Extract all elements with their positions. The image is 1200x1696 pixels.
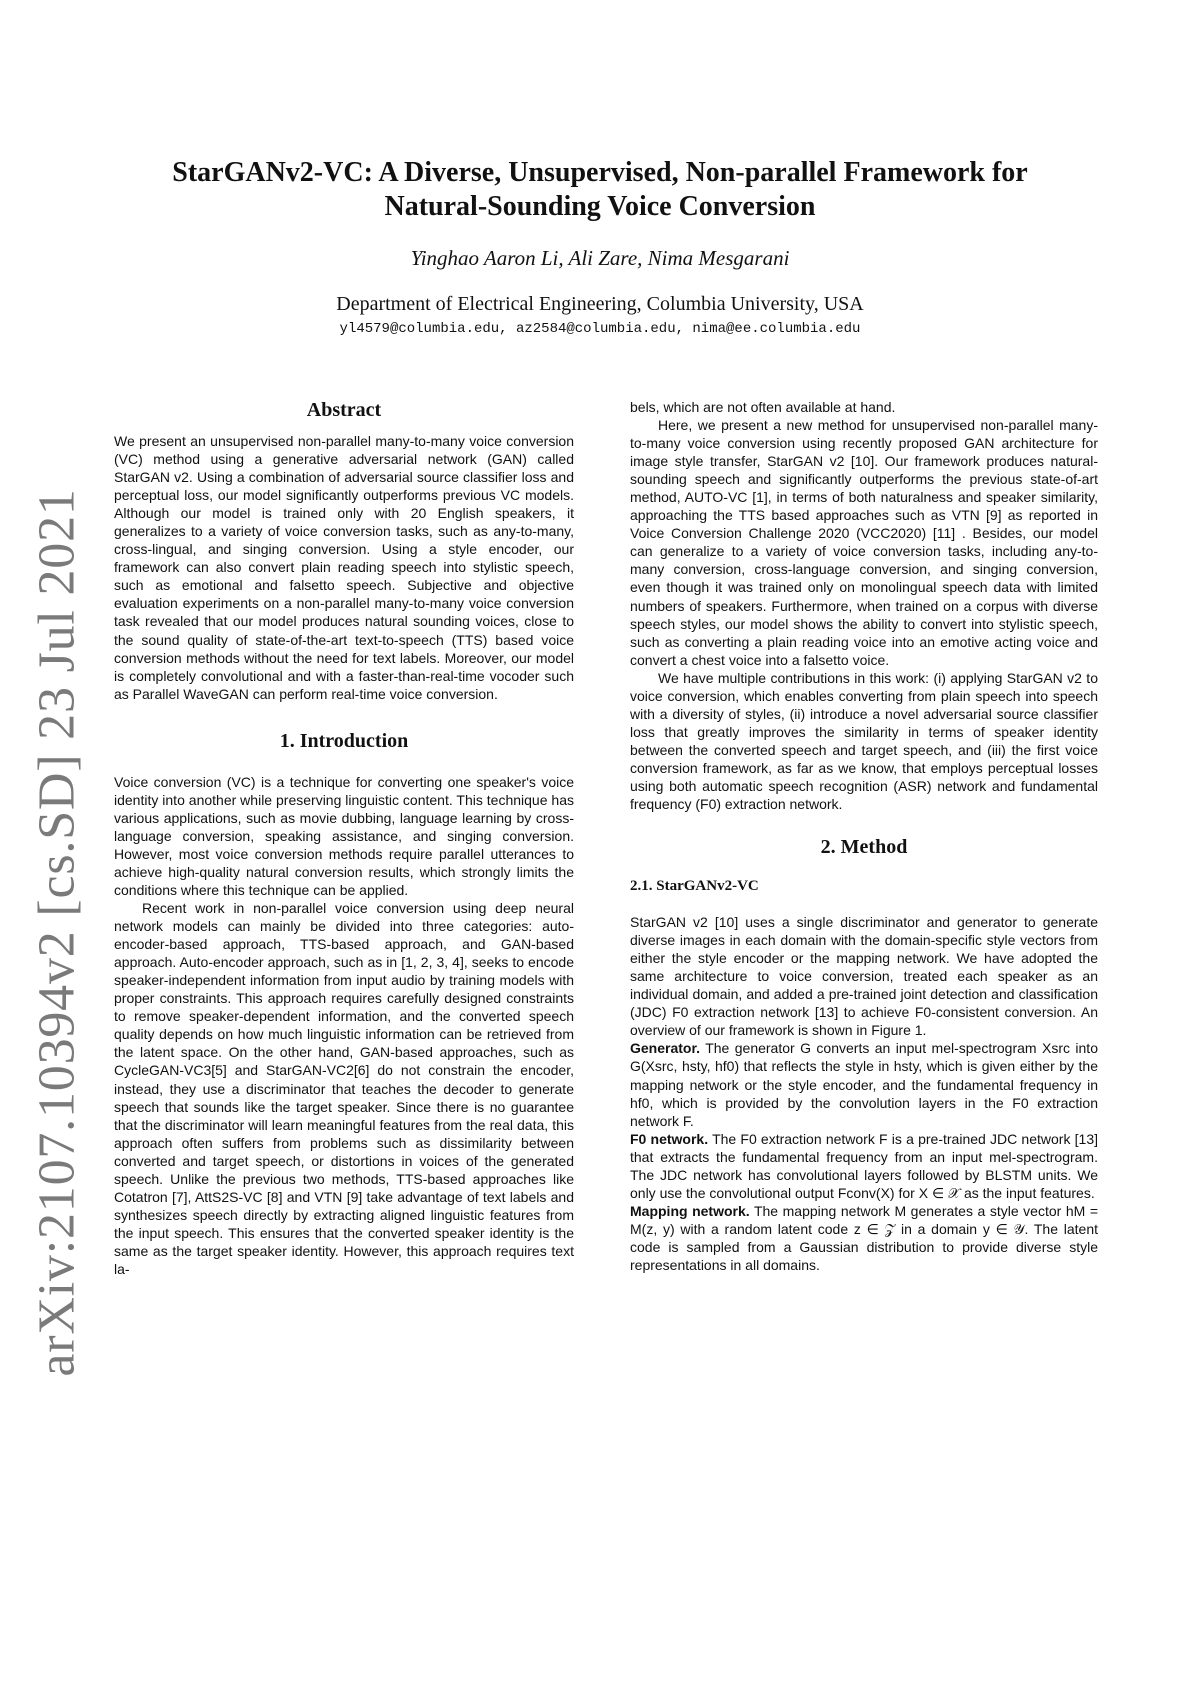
author-emails: yl4579@columbia.edu, az2584@columbia.edu, nima@ee.columbia.edu: [339, 321, 861, 338]
stargan-subsection-heading: 2.1. StarGANv2-VC: [630, 878, 759, 895]
mapping-network-paragraph: [630, 1202, 1098, 1274]
paper-header: [120, 156, 1080, 337]
introduction-paragraph-3: Here, we present a new method for unsupervised non-parallel many-to-many voice conversion using recently proposed GAN architecture for image style transfer, StarGAN v2 [10]. Our framework produces natural-sounding speech and significantly outperforms the previous state-of-art method, AUTO-VC [1], in terms of both naturalness and speaker similarity, approaching the TTS based approaches such as VTN [9] as reported in Voice Conversion Challenge 2020 (VCC2020) [11] . Besides, our model can generalize to a variety of voice conversion tasks, including any-to-many conversion, cross-language conversion, and singing conversion, even though it was trained only on monolingual speech data with limited numbers of speakers. Furthermore, when trained on a corpus with diverse speech styles, our model shows the ability to convert into stylistic speech, such as converting a plain reading voice into an emotive acting voice and convert a chest voice into a falsetto voice.: [630, 417, 1098, 668]
mapping-network-label: Mapping network.: [630, 1202, 750, 1219]
paper-title: StarGANv2-VC: A Diverse, Unsupervised, Non-parallel Framework for Natural-Sounding Voice Conversion: [172, 157, 1028, 223]
left-column: [114, 398, 574, 1278]
introduction-continuation: bels, which are not often available at hand.: [630, 399, 896, 415]
generator-paragraph: [630, 1039, 1098, 1129]
affiliation: Department of Electrical Engineering, Columbia University, USA: [336, 293, 864, 316]
arxiv-margin-stamp: [20, 487, 94, 1377]
f0-network-paragraph: [630, 1130, 1098, 1202]
generator-text: The generator G converts an input mel-spectrogram Xsrc into G(Xsrc, hsty, hf0) that reflects the style in hsty, which is given either by the mapping network or the style encoder, and the fundamental frequency in hf0, which is provided by the convolution layers in the F0 extraction network F.: [630, 1040, 1098, 1129]
right-column: [630, 398, 1098, 1274]
author-list: Yinghao Aaron Li, Ali Zare, Nima Mesgarani: [410, 246, 790, 271]
f0-network-label: F0 network.: [630, 1130, 709, 1147]
f0-network-text: The F0 extraction network F is a pre-trained JDC network [13] that extracts the fundamental frequency from an input mel-spectrogram. The JDC network has convolutional layers followed by BLSTM units. We only use the convolutional output Fconv(X) for X ∈ 𝒳 as the input features.: [630, 1130, 1098, 1201]
abstract-heading: Abstract: [306, 399, 382, 421]
arxiv-identifier: arXiv:2107.10394v2 [cs.SD] 23 Jul 2021: [28, 487, 86, 1377]
introduction-heading: 1. Introduction: [279, 729, 409, 752]
abstract-text: We present an unsupervised non-parallel many-to-many voice conversion (VC) method using a generative adversarial network (GAN) called StarGAN v2. Using a combination of adversarial source classifier loss and perceptual loss, our model significantly outperforms previous VC models. Although our model is trained only with 20 English speakers, it generalizes to a variety of voice conversion tasks, such as any-to-many, cross-lingual, and singing conversion. Using a style encoder, our framework can also convert plain reading speech into stylistic speech, such as emotional and falsetto speech. Subjective and objective evaluation experiments on a non-parallel many-to-many voice conversion task revealed that our model produces natural sounding voices, close to the sound quality of state-of-the-art text-to-speech (TTS) based voice conversion methods without the need for text labels. Moreover, our model is completely convolutional and with a faster-than-real-time vocoder such as Parallel WaveGAN can perform real-time voice conversion.: [114, 433, 574, 702]
method-overview-paragraph: StarGAN v2 [10] uses a single discriminator and generator to generate diverse images in each domain with the domain-specific style vectors from either the style encoder or the mapping network. We have adopted the same architecture to voice conversion, treated each speaker as an individual domain, and added a pre-trained joint detection and classification (JDC) F0 extraction network [13] to achieve F0-consistent conversion. An overview of our framework is shown in Figure 1.: [630, 914, 1098, 1039]
contributions-paragraph: We have multiple contributions in this work: (i) applying StarGAN v2 to voice conversion, which enables converting from plain speech into speech with a diversity of styles, (ii) introduce a novel adversarial source classifier loss that greatly improves the similarity in terms of speaker identity between the converted speech and target speech, and (iii) the first voice conversion framework, as far as we know, that employs perceptual losses using both automatic speech recognition (ASR) network and fundamental frequency (F0) extraction network.: [630, 669, 1098, 813]
mapping-network-text: The mapping network M generates a style vector hM = M(z, y) with a random latent code z ∈ 𝒵 in a domain y ∈ 𝒴. The latent code is sampled from a Gaussian distribution to provide diverse style representations in all domains.: [630, 1202, 1099, 1273]
generator-label: Generator.: [630, 1040, 701, 1057]
introduction-paragraph-1: Voice conversion (VC) is a technique for converting one speaker's voice identity into another while preserving linguistic content. This technique has various applications, such as movie dubbing, language learning by cross-language conversion, speaking assistance, and singing conversion. However, most voice conversion methods require parallel utterances to achieve high-quality natural conversion results, which strongly limits the conditions where this technique can be applied.: [114, 773, 574, 898]
method-heading: 2. Method: [820, 836, 908, 859]
introduction-paragraph-2: Recent work in non-parallel voice conversion using deep neural network models can mainly be divided into three categories: auto-encoder-based approach, TTS-based approach, and GAN-based approach. Auto-encoder approach, such as in [1, 2, 3, 4], seeks to encode speaker-independent information from input audio by training models with proper constraints. This approach requires carefully designed constraints to remove speaker-dependent information, and the converted speech quality depends on how much linguistic information can be retrieved from the latent space. On the other hand, GAN-based approaches, such as CycleGAN-VC3[5] and StarGAN-VC2[6] do not constrain the encoder, instead, they use a discriminator that teaches the decoder to generate speech that sounds like the target speaker. Since there is no guarantee that the discriminator will learn meaningful features from the real data, this approach often suffers from problems such as dissimilarity between converted and target speech, or distortions in voices of the generated speech. Unlike the previous two methods, TTS-based approaches like Cotatron [7], AttS2S-VC [8] and VTN [9] take advantage of text labels and synthesizes speech directly by extracting aligned linguistic features from the input speech. This ensures that the converted speaker identity is the same as the target speaker identity. However, this approach requires text la-: [114, 900, 574, 1277]
